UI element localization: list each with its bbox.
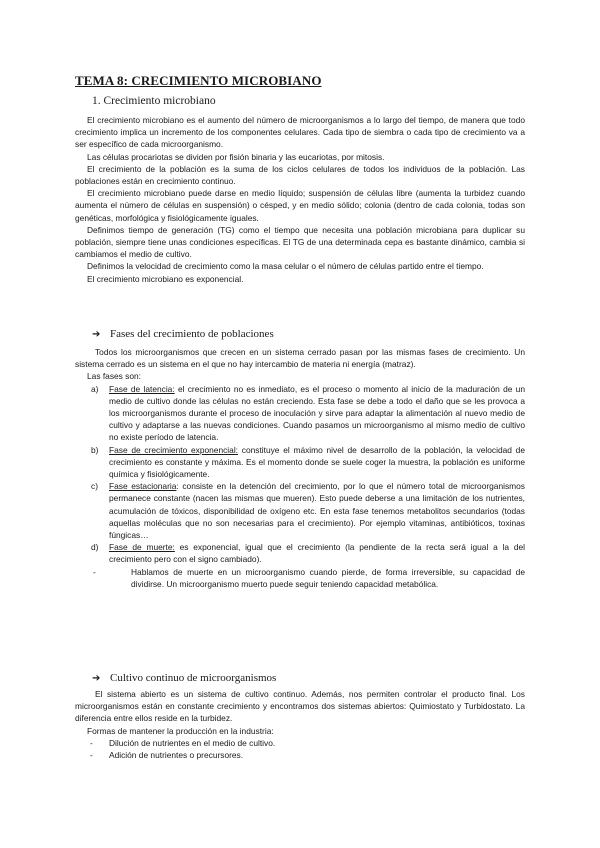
forms-list [75,737,525,761]
paragraph: El sistema abierto es un sistema de cultivo continuo. Además, nos permiten controlar el producto final. Los microorganismos están en constante crecimiento y encontramos dos sistemas abiertos: Quimiostato y Turbidostato. La diferencia entre ellos reside en la turbidez. [75,689,525,724]
subitem-text: Hablamos de muerte en un microorganismo cuando pierde, de forma irreversible, su capacidad de dividirse. Un microorganismo muerto puede seguir teniendo capacidad metabólica. [131,566,525,589]
phase-text: : consiste en la detención del crecimiento, por lo que el número total de microorganismos permanece constante (nacen las mismas que mueren). Esto puede deberse a una limitación de los nutrientes, acumulación de tóxicos, disponibilidad de oxígeno etc. En esta fase tenemos metabolitos secundarios (todas aquellas moléculas que no son necesarias para el crecimiento). Por ejemplo vitaminas, antibióticos, toxinas fúngicas… [109,481,525,541]
paragraph: Las células procariotas se dividen por fisión binaria y las eucariotas, por mitosis. [87,151,385,162]
phases-list [75,383,525,566]
list-marker: c) [91,481,98,492]
list-item [75,737,525,749]
section2-body [75,346,525,590]
arrow-icon: ➔ [92,673,101,684]
sub-list [75,566,525,590]
phase-text: es exponencial, igual que el crecimiento (la pendiente de la recta será igual a la del crecimiento pero con el signo cambiado). [109,542,525,565]
list-marker: b) [91,444,99,455]
paragraph: El crecimiento de la población es la suma de los ciclos celulares de todos los individuos de la población. Las poblaciones están en crecimiento continuo. [75,163,525,187]
paragraph: Definimos la velocidad de crecimiento como la masa celular o el número de células partido entre el tiempo. [87,261,484,272]
phase-term: Fase estacionaria [109,481,177,492]
paragraph: El crecimiento microbiano es el aumento del número de microorganismos a lo largo del tiempo, de manera que todo crecimiento implica un incremento de los componentes celulares. Cada tipo de siembra o cada tipo de crecimiento va a ser específico de cada microorganismo. [75,115,525,150]
section3-body [75,688,525,761]
section-heading-crecimiento: 1. Crecimiento microbiano [92,95,216,107]
list-item [75,566,525,590]
heading-text: Fases del crecimiento de poblaciones [110,328,274,340]
paragraph: El crecimiento microbiano puede darse en medio líquido; suspensión de células libre (aumenta la turbidez cuando aumenta el número de células en suspensión) o césped, y en medio sólido; colonia (dentro de cada colonia, todas son genéticas, morfológica y fisiológicamente iguales. [75,188,525,223]
phase-text: el crecimiento no es inmediato, es el proceso o momento al inicio de la maduración de un medio de cultivo donde las células no están creciendo. Esta fase se debe a todo el daño que se les provoca a los microorganismos durante el proceso de inoculación y sirve para adaptar la alimentación al nuevo medio de cultivo y adaptarse a las nuevas condiciones. Cuando pasamos un microorganismo al mismo medio de cultivo no existe período de latencia. [109,383,525,443]
paragraph: El crecimiento microbiano es exponencial. [87,273,244,284]
phase-text: constituye el máximo nivel de desarrollo de la población, la velocidad de crecimiento es constante y máxima. Es el momento donde se suele coger la muestra, la población es uniforme química y fisiológicamente. [109,444,525,480]
section1-body [75,114,525,285]
list-item [75,383,525,444]
list-marker: - [90,737,93,748]
phase-term: Fase de muerte: [109,542,175,553]
paragraph: Definimos tiempo de generación (TG) como el tiempo que necesita una población microbiana para duplicar su población, siempre tiene unas condiciones específicas. El TG de una determinada cepa es bastante dinámico, cambia si cambiamos el medio de cultivo. [75,224,525,260]
list-item [75,444,525,481]
list-marker: a) [91,383,99,394]
list-marker: d) [91,542,99,553]
list-item [75,749,525,761]
heading-text: Cultivo continuo de microorganismos [110,672,277,684]
phase-term: Fase de crecimiento exponencial: [109,444,239,455]
section-heading-fases [92,328,274,340]
phases-label: Las fases son: [87,371,142,382]
page-title: TEMA 8: CRECIMIENTO MICROBIANO [75,73,322,88]
section-heading-cultivo [92,672,276,684]
list-item-text: Adición de nutrientes o precursores. [109,750,244,761]
forms-label: Formas de mantener la producción en la industria: [87,725,274,736]
list-marker: - [90,750,93,761]
paragraph: Todos los microorganismos que crecen en un sistema cerrado pasan por las mismas fases de crecimiento. Un sistema cerrado es un sistema en el que no hay intercambio de materia ni energía (matraz). [75,347,525,370]
list-marker: - [93,566,96,577]
arrow-icon: ➔ [92,329,101,340]
list-item-text: Dilución de nutrientes en el medio de cultivo. [109,737,276,748]
list-item [75,541,525,565]
phase-term: Fase de latencia: [109,383,175,394]
list-item [75,480,525,541]
